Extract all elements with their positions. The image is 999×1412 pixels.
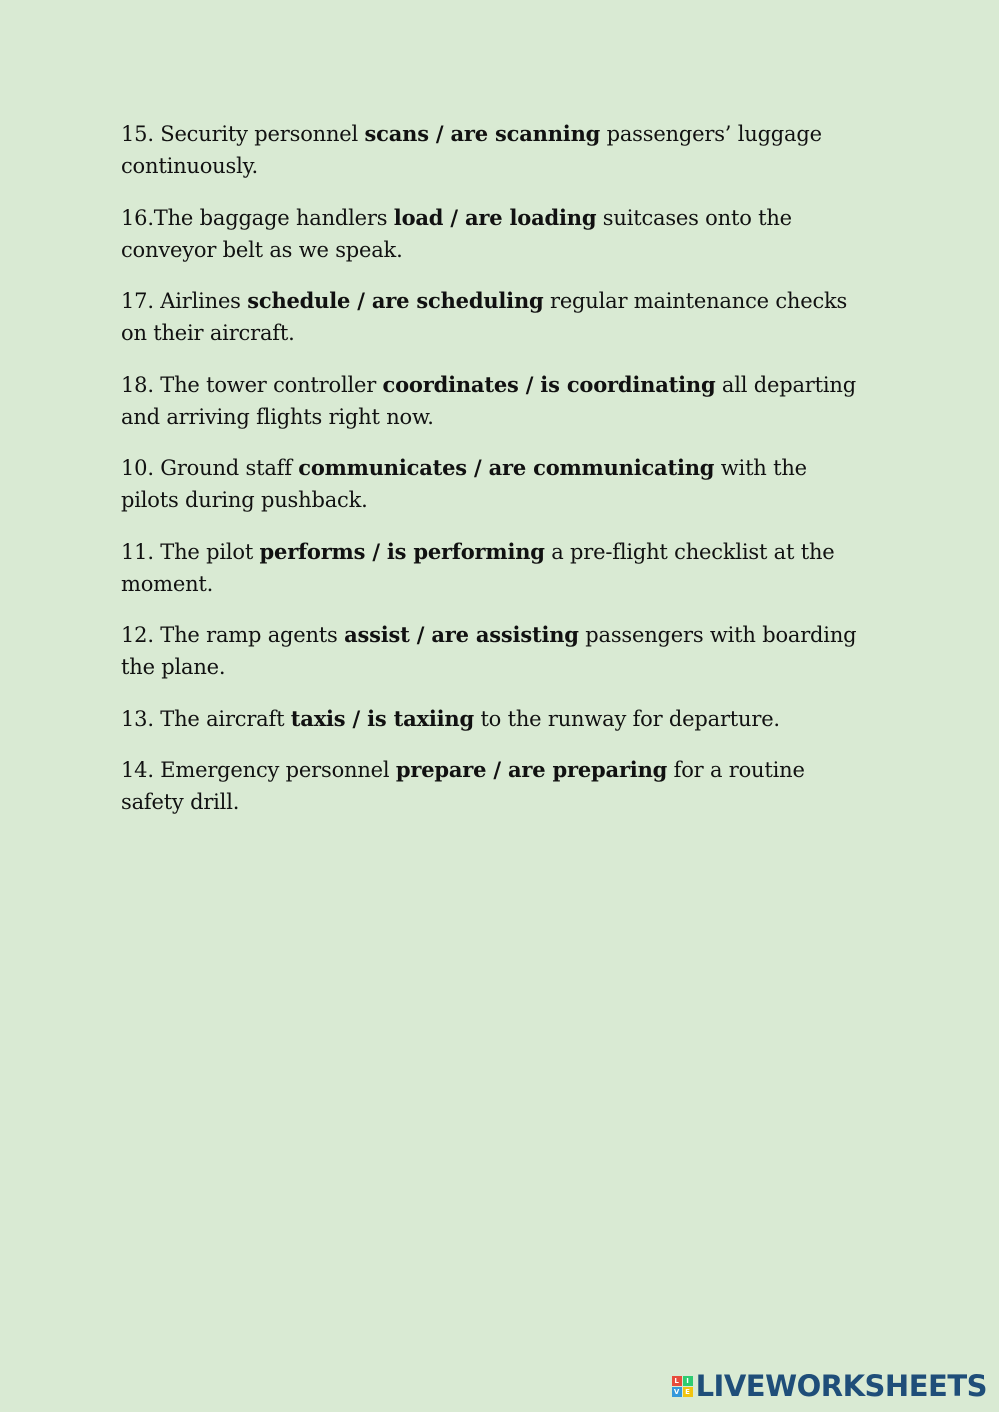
exercise-item [121,369,866,433]
item-suffix: with the pilots during pushback. [121,456,807,512]
logo-wordmark: LIVEWORKSHEETS [695,1369,987,1403]
item-prefix: 10. Ground staff [121,456,299,480]
item-prefix: 18. The tower controller [121,372,383,397]
verb-options: scans / are scanning [364,121,601,146]
logo-letter-i: I [683,1376,693,1386]
item-suffix: all departing and arriving flights right now. [121,372,856,429]
item-suffix: passengers’ luggage continuously. [121,122,822,178]
item-suffix: to the runway for departure. [473,706,780,731]
item-suffix: passengers with boarding the plane. [121,623,857,679]
exercise-item [121,619,866,683]
item-prefix: 17. Airlines [121,289,248,313]
item-suffix: a pre-flight checklist at the moment. [121,539,835,596]
verb-options: schedule / are scheduling [247,288,544,313]
item-suffix: for a routine safety drill. [121,758,805,814]
verb-options: assist / are assisting [344,622,579,647]
verb-options: prepare / are preparing [395,757,668,782]
item-prefix: 15. Security personnel [121,122,365,146]
logo-letter-e: E [683,1387,693,1397]
exercise-item [121,536,866,600]
exercise-item [121,285,866,349]
verb-options: taxis / is taxiing [290,705,474,731]
item-prefix: 11. The pilot [121,539,260,564]
live-grid-icon [672,1376,693,1397]
item-prefix: 13. The aircraft [121,706,291,731]
exercise-item [121,452,866,516]
exercise-item [121,202,866,266]
logo-letter-v: V [672,1387,682,1397]
verb-options: communicates / are communicating [298,455,715,480]
item-suffix: suitcases onto the conveyor belt as we speak. [121,205,792,262]
worksheet-exercise [121,118,866,838]
exercise-item [121,118,866,182]
verb-options: coordinates / is coordinating [382,371,716,397]
item-prefix: 16.The baggage handlers [121,205,394,230]
liveworksheets-logo[interactable] [672,1370,987,1402]
verb-options: load / are loading [393,204,597,230]
exercise-item [121,703,866,735]
item-prefix: 14. Emergency personnel [121,758,396,782]
logo-letter-l: L [672,1376,682,1386]
item-suffix: regular maintenance checks on their aircraft. [121,289,848,345]
item-prefix: 12. The ramp agents [121,623,345,647]
exercise-item [121,754,866,818]
verb-options: performs / is performing [259,538,545,564]
